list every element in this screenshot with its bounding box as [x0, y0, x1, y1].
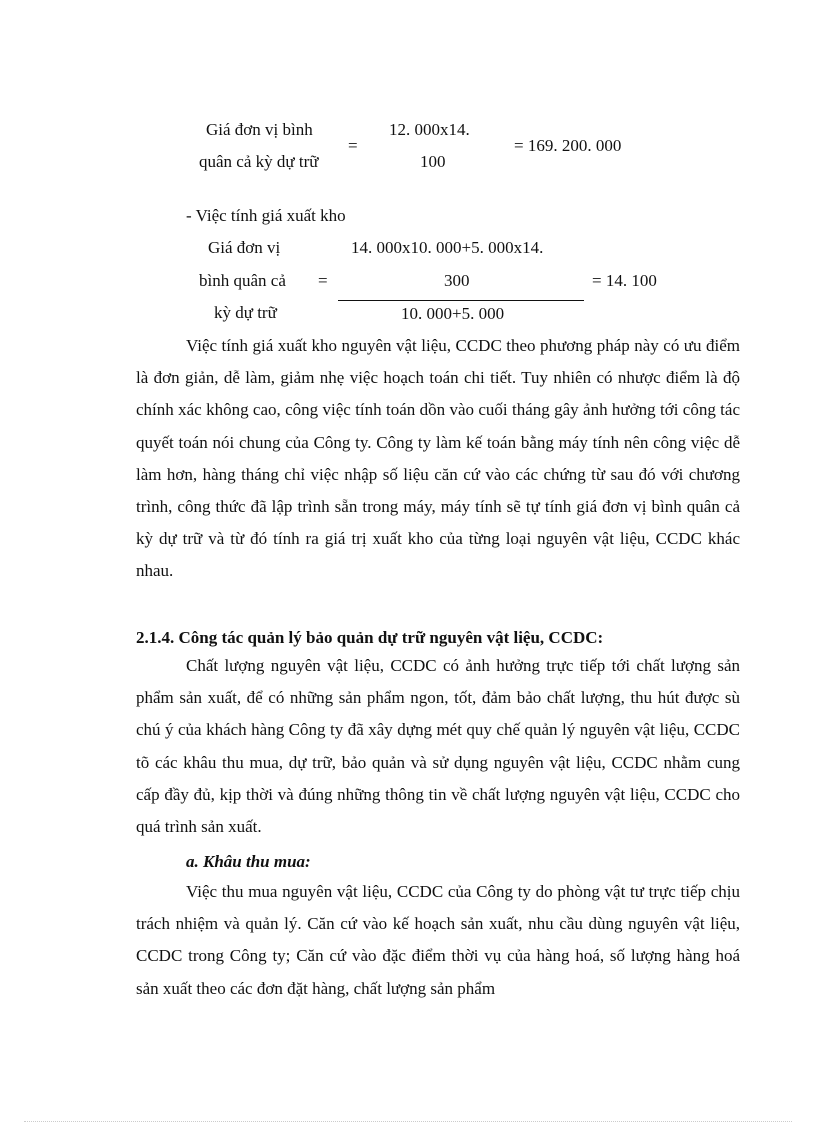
subheading-purchasing: a. Khâu thu mua: [186, 852, 311, 871]
fraction-bar [338, 300, 584, 301]
formula1-result: = 169. 200. 000 [514, 136, 622, 155]
formula1-equals: = [348, 136, 358, 155]
export-price-heading: - Việc tính giá xuất kho [186, 206, 346, 225]
formula2-label-line2: bình quân cả [199, 271, 286, 290]
formula2-label-line3: kỳ dự trữ [214, 303, 277, 322]
formula2-result: = 14. 100 [592, 271, 657, 290]
formula1-label-line2: quân cả kỳ dự trữ [199, 152, 319, 171]
page-bottom-rule [24, 1121, 792, 1122]
formula2-numerator: 14. 000x10. 000+5. 000x14. [351, 238, 544, 257]
formula2-denominator: 10. 000+5. 000 [401, 304, 505, 323]
formula2-equals: = [318, 271, 328, 290]
formula1-denominator: 100 [420, 152, 446, 171]
formula1-label-line1: Giá đơn vị bình [206, 120, 313, 139]
formula2-numerator-cont: 300 [444, 271, 470, 290]
section-heading: 2.1.4. Công tác quản lý bảo quản dự trữ nguyên vật liệu, CCDC: [136, 628, 604, 647]
paragraph-export-method: Việc tính giá xuất kho nguyên vật liệu, CCDC theo phương pháp này có ưu điểm là đơn giản, dễ làm, giảm nhẹ việc hoạch toán chi tiết. Tuy nhiên có nhược điểm là độ chính xác không cao, công việc tính toán dồn vào cuối tháng gây ảnh hưởng tới công tác quyết toán nói chung của Công ty. Công ty làm kế toán bằng máy tính nên công việc dễ làm hơn, hàng tháng chỉ việc nhập số liệu căn cứ vào các chứng từ sau đó với chương trình, công thức đã lập trình sẵn trong máy, máy tính sẽ tự tính giá đơn vị bình quân cả kỳ dự trữ và từ đó tính ra giá trị xuất kho của từng loại nguyên vật liệu, CCDC khác nhau. [136, 336, 740, 581]
paragraph-purchasing: Việc thu mua nguyên vật liệu, CCDC của Công ty do phòng vật tư trực tiếp chịu trách nhiệm và quản lý. Căn cứ vào kế hoạch sản xuất, nhu cầu dùng nguyên vật liệu, CCDC trong Công ty; Căn cứ vào đặc điểm thời vụ của hàng hoá, số lượng hàng hoá sản xuất theo các đơn đặt hàng, chất lượng sản phẩm [136, 882, 740, 998]
paragraph-quality-management: Chất lượng nguyên vật liệu, CCDC có ảnh hưởng trực tiếp tới chất lượng sản phẩm sản xuất, để có những sản phẩm ngon, tốt, đảm bảo chất lượng, thu hút được sù chú ý của khách hàng Công ty đã xây dựng mét quy chế quản lý nguyên vật liệu, CCDC tõ các khâu thu mua, dự trữ, bảo quản và sử dụng nguyên vật liệu, CCDC nhằm cung cấp đầy đủ, kịp thời và đúng những thông tin về chất lượng nguyên vật liệu, CCDC cho quá trình sản xuất. [136, 656, 740, 837]
formula2-label-line1: Giá đơn vị [208, 238, 281, 257]
formula1-numerator: 12. 000x14. [389, 120, 470, 139]
